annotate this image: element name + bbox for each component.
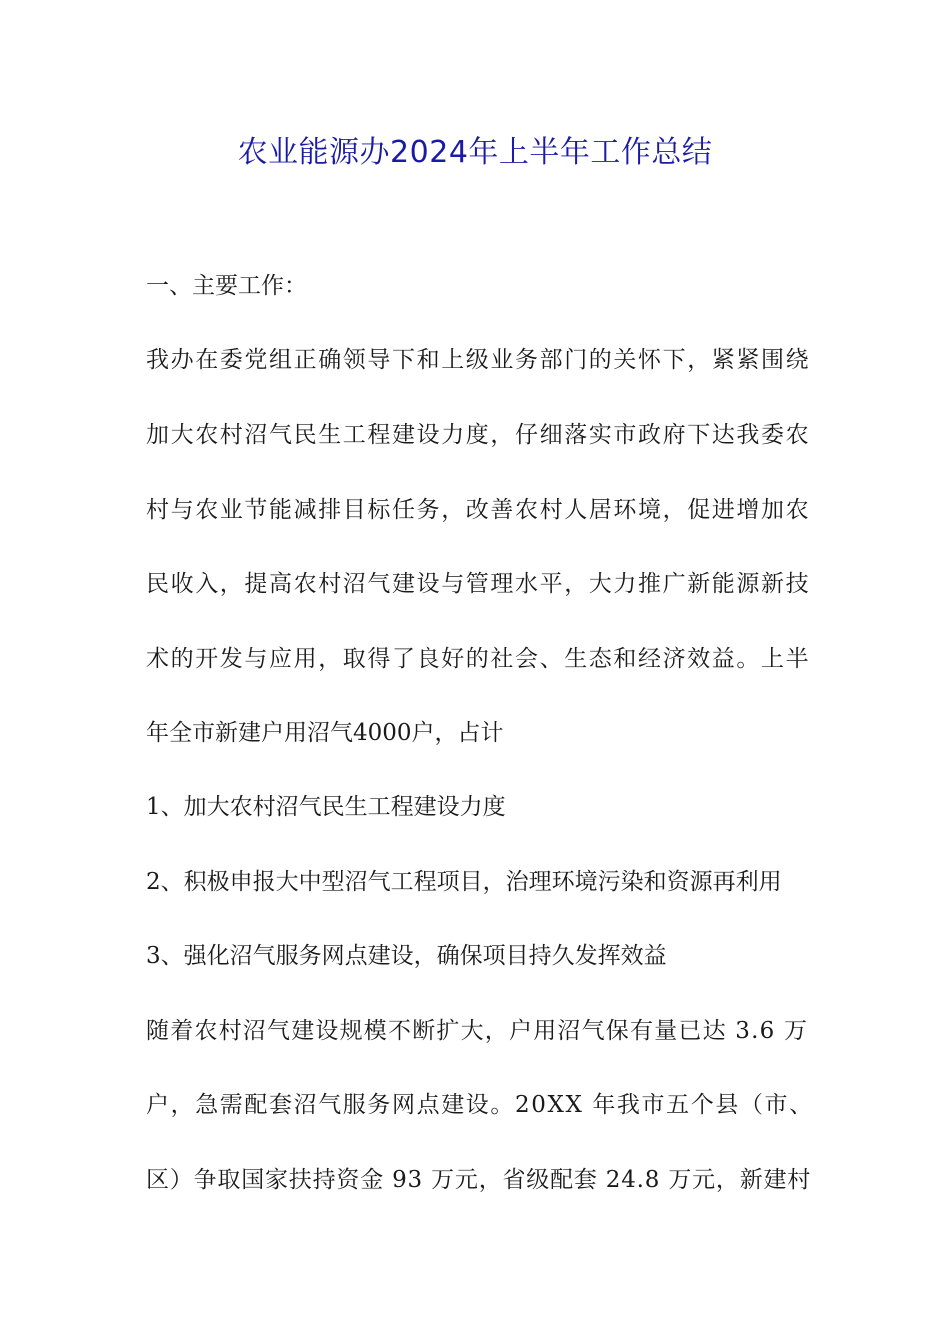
paragraph-line: 术的开发与应用，取得了良好的社会、生态和经济效益。上半 (146, 646, 811, 672)
paragraph-line: 区）争取国家扶持资金 93 万元，省级配套 24.8 万元，新建村 (146, 1167, 812, 1193)
list-item: 2、积极申报大中型沼气工程项目，治理环境污染和资源再利用 (146, 869, 782, 895)
paragraph-line: 村与农业节能减排目标任务，改善农村人居环境，促进增加农 (146, 497, 811, 523)
paragraph-line: 民收入，提高农村沼气建设与管理水平，大力推广新能源新技 (146, 571, 811, 597)
section-heading: 一、主要工作： (146, 273, 307, 299)
paragraph-line: 我办在委党组正确领导下和上级业务部门的关怀下，紧紧围绕 (146, 347, 811, 373)
paragraph-line: 加大农村沼气民生工程建设力度，仔细落实市政府下达我委农 (146, 422, 811, 448)
list-item: 1、加大农村沼气民生工程建设力度 (146, 794, 506, 820)
document-title: 农业能源办2024年上半年工作总结 (237, 135, 713, 170)
list-item: 3、强化沼气服务网点建设，确保项目持久发挥效益 (146, 943, 667, 969)
paragraph-line: 随着农村沼气建设规模不断扩大，户用沼气保有量已达 3.6 万 (146, 1018, 809, 1044)
paragraph-line: 年全市新建户用沼气4000户，占计 (146, 720, 504, 746)
paragraph-line: 户，急需配套沼气服务网点建设。20XX 年我市五个县（市、 (146, 1092, 814, 1118)
